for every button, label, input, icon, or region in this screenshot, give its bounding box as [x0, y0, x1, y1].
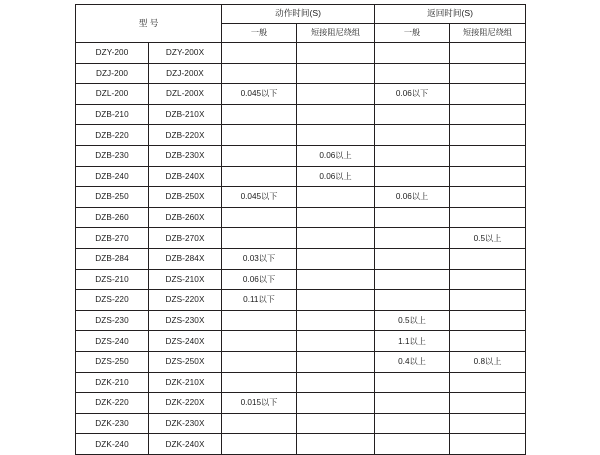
table-row [76, 207, 526, 228]
table-row [76, 393, 526, 414]
cell-model-x: DZS-210X [149, 269, 222, 290]
cell-return-damping [450, 207, 526, 228]
relay-timing-table [75, 4, 526, 455]
cell-model-x: DZL-200X [149, 84, 222, 105]
cell-action-normal [222, 331, 297, 352]
cell-return-damping [450, 434, 526, 455]
cell-return-normal [375, 269, 450, 290]
cell-return-normal [375, 166, 450, 187]
cell-action-damping [297, 63, 375, 84]
cell-action-normal [222, 372, 297, 393]
cell-action-normal: 0.06以下 [222, 269, 297, 290]
cell-action-damping [297, 248, 375, 269]
cell-return-normal: 0.06以下 [375, 84, 450, 105]
cell-return-damping [450, 125, 526, 146]
cell-model-x: DZK-210X [149, 372, 222, 393]
cell-action-damping [297, 351, 375, 372]
cell-model-x: DZB-230X [149, 145, 222, 166]
cell-model-x: DZB-270X [149, 228, 222, 249]
cell-action-damping [297, 393, 375, 414]
cell-return-damping [450, 372, 526, 393]
cell-action-damping [297, 310, 375, 331]
cell-model-x: DZY-200X [149, 43, 222, 64]
cell-action-damping [297, 104, 375, 125]
header-action-damping: 短接阻尼绕组 [297, 24, 375, 43]
table-row [76, 84, 526, 105]
table-row [76, 63, 526, 84]
table-header [76, 5, 526, 43]
cell-action-damping [297, 434, 375, 455]
cell-action-damping [297, 43, 375, 64]
cell-return-normal [375, 393, 450, 414]
table-row [76, 269, 526, 290]
cell-action-damping [297, 331, 375, 352]
table-row [76, 248, 526, 269]
header-return-damping: 短接阻尼绕组 [450, 24, 526, 43]
cell-model: DZB-270 [76, 228, 149, 249]
cell-return-damping: 0.8以上 [450, 351, 526, 372]
cell-model-x: DZJ-200X [149, 63, 222, 84]
cell-model-x: DZS-240X [149, 331, 222, 352]
cell-return-damping [450, 43, 526, 64]
cell-return-normal: 0.4以上 [375, 351, 450, 372]
cell-model-x: DZK-230X [149, 413, 222, 434]
cell-action-normal [222, 166, 297, 187]
cell-return-normal: 1.1以上 [375, 331, 450, 352]
cell-action-damping [297, 372, 375, 393]
cell-action-normal [222, 413, 297, 434]
cell-action-normal [222, 63, 297, 84]
cell-return-normal: 0.06以上 [375, 187, 450, 208]
cell-action-normal: 0.045以下 [222, 84, 297, 105]
cell-return-normal: 0.5以上 [375, 310, 450, 331]
table-body [76, 43, 526, 455]
header-action-time: 动作时间(S) [222, 5, 375, 24]
cell-action-normal [222, 310, 297, 331]
cell-return-normal [375, 290, 450, 311]
cell-return-normal [375, 434, 450, 455]
cell-return-normal [375, 413, 450, 434]
table-row [76, 104, 526, 125]
cell-return-normal [375, 104, 450, 125]
cell-model: DZS-210 [76, 269, 149, 290]
cell-model: DZB-210 [76, 104, 149, 125]
header-row-groups [76, 5, 526, 24]
cell-model: DZL-200 [76, 84, 149, 105]
cell-model-x: DZB-284X [149, 248, 222, 269]
cell-model: DZK-220 [76, 393, 149, 414]
cell-return-damping [450, 187, 526, 208]
table-row [76, 125, 526, 146]
cell-action-damping [297, 187, 375, 208]
cell-model: DZS-240 [76, 331, 149, 352]
cell-action-normal [222, 434, 297, 455]
cell-model: DZB-250 [76, 187, 149, 208]
cell-model: DZJ-200 [76, 63, 149, 84]
cell-action-damping [297, 125, 375, 146]
cell-model-x: DZB-210X [149, 104, 222, 125]
cell-return-damping: 0.5以上 [450, 228, 526, 249]
table-row [76, 166, 526, 187]
cell-action-damping [297, 269, 375, 290]
cell-action-normal: 0.015以下 [222, 393, 297, 414]
cell-action-damping [297, 84, 375, 105]
cell-action-damping: 0.06以上 [297, 145, 375, 166]
cell-model-x: DZB-240X [149, 166, 222, 187]
cell-model: DZB-230 [76, 145, 149, 166]
table-row [76, 43, 526, 64]
cell-model: DZS-220 [76, 290, 149, 311]
table-row [76, 290, 526, 311]
cell-action-normal: 0.11以下 [222, 290, 297, 311]
cell-return-damping [450, 413, 526, 434]
cell-model: DZB-284 [76, 248, 149, 269]
cell-model: DZB-240 [76, 166, 149, 187]
cell-return-damping [450, 331, 526, 352]
header-return-normal: 一般 [375, 24, 450, 43]
cell-action-normal [222, 43, 297, 64]
cell-return-damping [450, 145, 526, 166]
cell-action-damping [297, 207, 375, 228]
cell-action-damping [297, 413, 375, 434]
cell-model-x: DZK-240X [149, 434, 222, 455]
cell-return-normal [375, 145, 450, 166]
cell-model-x: DZS-220X [149, 290, 222, 311]
table-row [76, 413, 526, 434]
cell-return-damping [450, 84, 526, 105]
cell-model: DZB-260 [76, 207, 149, 228]
cell-model-x: DZS-230X [149, 310, 222, 331]
table-row [76, 434, 526, 455]
table-row [76, 228, 526, 249]
header-action-normal: 一般 [222, 24, 297, 43]
cell-return-normal [375, 63, 450, 84]
cell-return-normal [375, 207, 450, 228]
cell-model-x: DZB-260X [149, 207, 222, 228]
cell-model: DZS-250 [76, 351, 149, 372]
cell-return-damping [450, 310, 526, 331]
cell-action-normal: 0.03以下 [222, 248, 297, 269]
cell-action-damping [297, 290, 375, 311]
table-row [76, 372, 526, 393]
table-row [76, 351, 526, 372]
cell-return-damping [450, 290, 526, 311]
table-row [76, 310, 526, 331]
cell-model: DZB-220 [76, 125, 149, 146]
cell-return-normal [375, 43, 450, 64]
header-return-time: 返回时间(S) [375, 5, 526, 24]
cell-action-damping: 0.06以上 [297, 166, 375, 187]
cell-return-normal [375, 248, 450, 269]
cell-model: DZS-230 [76, 310, 149, 331]
cell-action-normal [222, 228, 297, 249]
header-type: 型 号 [76, 5, 222, 43]
cell-model-x: DZB-220X [149, 125, 222, 146]
cell-model: DZK-240 [76, 434, 149, 455]
cell-action-normal [222, 125, 297, 146]
cell-return-damping [450, 104, 526, 125]
table-row [76, 187, 526, 208]
cell-action-normal [222, 104, 297, 125]
cell-return-damping [450, 63, 526, 84]
cell-action-damping [297, 228, 375, 249]
table-row [76, 331, 526, 352]
cell-model-x: DZK-220X [149, 393, 222, 414]
cell-return-damping [450, 393, 526, 414]
cell-model: DZK-230 [76, 413, 149, 434]
cell-return-normal [375, 125, 450, 146]
cell-return-damping [450, 269, 526, 290]
cell-action-normal [222, 207, 297, 228]
table-row [76, 145, 526, 166]
cell-model-x: DZB-250X [149, 187, 222, 208]
cell-return-damping [450, 248, 526, 269]
cell-action-normal [222, 351, 297, 372]
cell-action-normal: 0.045以下 [222, 187, 297, 208]
cell-return-damping [450, 166, 526, 187]
cell-return-normal [375, 372, 450, 393]
cell-model-x: DZS-250X [149, 351, 222, 372]
cell-model: DZY-200 [76, 43, 149, 64]
cell-model: DZK-210 [76, 372, 149, 393]
cell-action-normal [222, 145, 297, 166]
cell-return-normal [375, 228, 450, 249]
